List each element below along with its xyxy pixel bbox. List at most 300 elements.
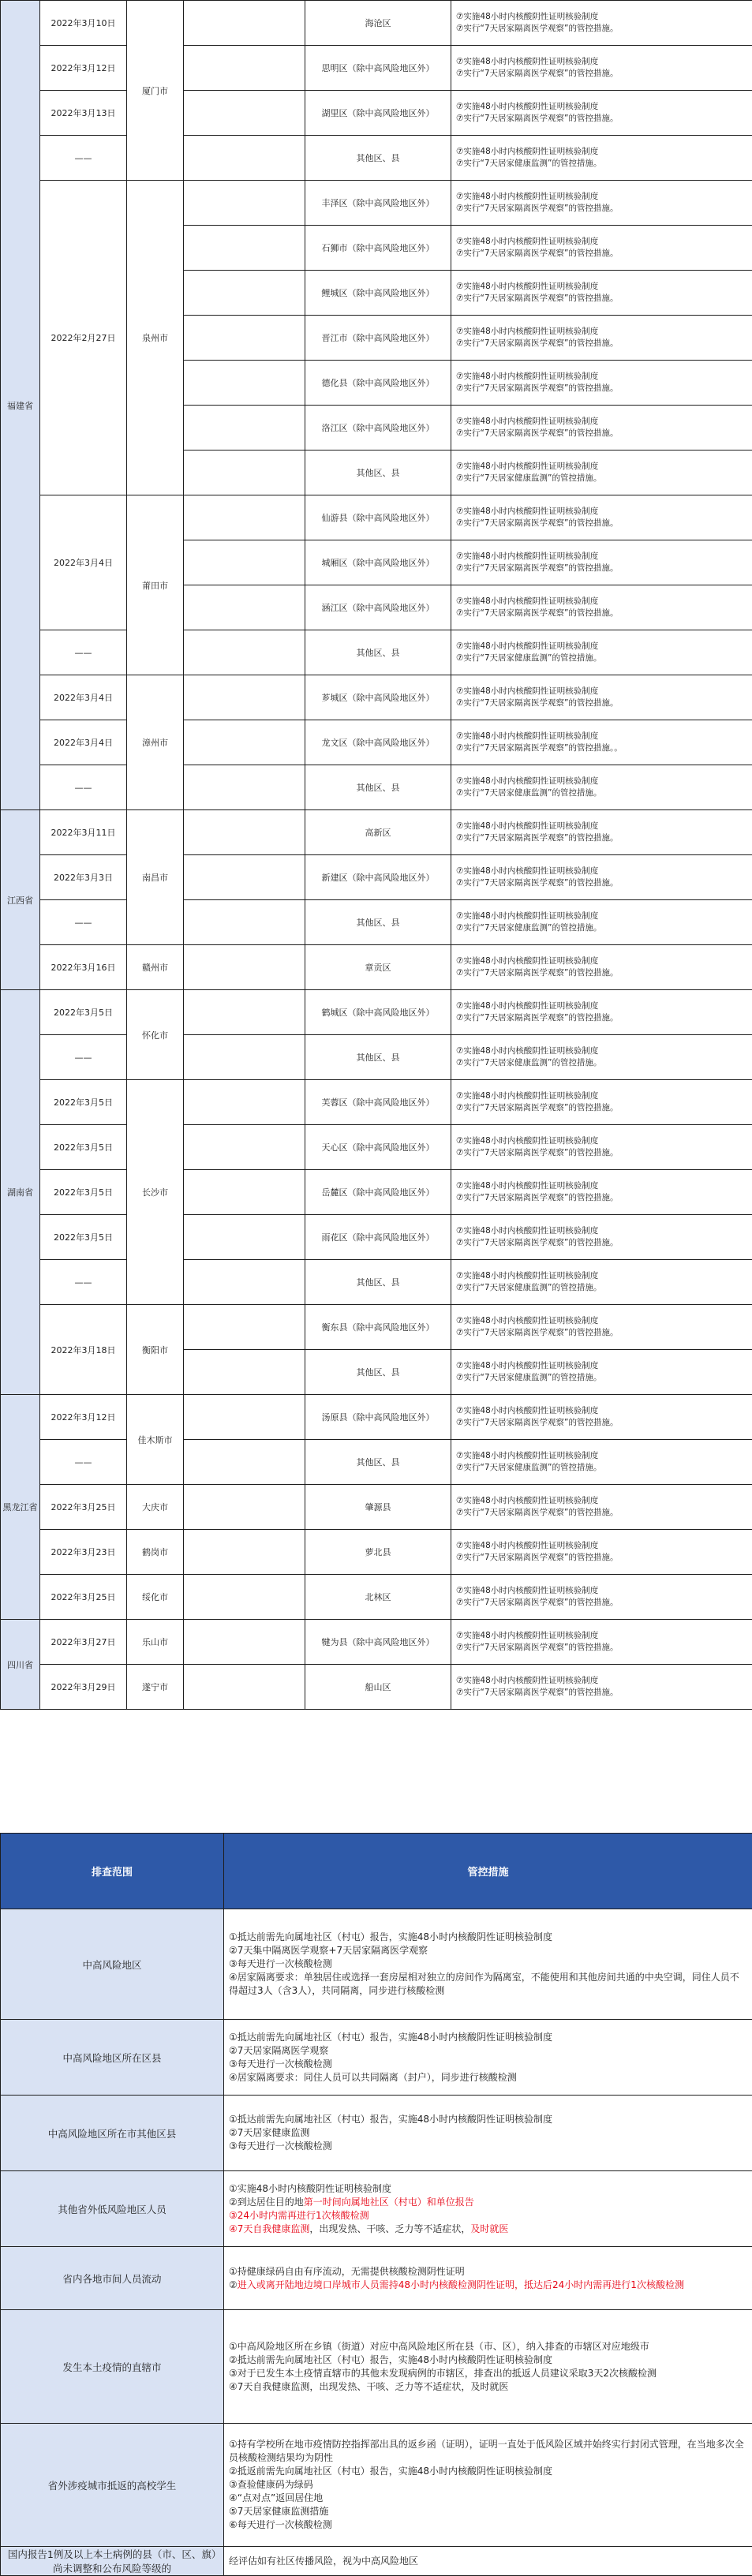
measure-line: ⑦实施48小时内核酸阴性证明核验制度	[456, 1180, 750, 1192]
spacer-cell	[184, 1, 305, 46]
area-cell: 龙文区（除中高风险地区外）	[305, 720, 451, 765]
screening-scope-table-wrapper	[0, 1833, 752, 2576]
measure-line: ⑦实施48小时内核酸阴性证明核验制度	[456, 596, 750, 608]
measure-text: ③对于已发生本土疫情直辖市的其他未发现病例的市辖区，排查出的抵返人员建议采取3天2次核酸检测	[229, 2368, 657, 2379]
measure-line: ⑦实施48小时内核酸阴性证明核验制度	[456, 1540, 750, 1552]
area-cell: 思明区（除中高风险地区外）	[305, 46, 451, 91]
measure-line: ⑦实行“7天居家隔离医学观察”的管控措施。	[456, 1147, 750, 1159]
measure-line: ⑦实施48小时内核酸阴性证明核验制度	[456, 1675, 750, 1687]
measure-line	[229, 2182, 746, 2196]
measure-line: ⑦实施48小时内核酸阴性证明核验制度	[456, 1090, 750, 1102]
measures-cell	[451, 1125, 752, 1170]
spacer-cell	[184, 1620, 305, 1665]
spacer-cell	[184, 1215, 305, 1260]
spacer-cell	[184, 1395, 305, 1440]
measures-cell	[451, 1215, 752, 1260]
measure-line	[229, 2031, 746, 2044]
table-row	[1, 1170, 752, 1215]
area-cell: 高新区	[305, 810, 451, 855]
date-cell: 2022年3月12日	[40, 46, 127, 91]
spacer-cell	[184, 810, 305, 855]
measures-cell	[451, 810, 752, 855]
highlight-text: ④7天自我健康监测	[229, 2223, 309, 2234]
measure-line: ⑦实施48小时内核酸阴性证明核验制度	[456, 866, 750, 877]
date-cell: 2022年3月13日	[40, 91, 127, 136]
spacer-cell	[184, 1260, 305, 1305]
measure-text: ，出现发热、干咳、乏力等不适症状，	[309, 2223, 470, 2234]
date-cell: 2022年3月11日	[40, 810, 127, 855]
spacer-cell	[184, 1035, 305, 1080]
date-cell: 2022年3月18日	[40, 1305, 127, 1395]
measure-line: ⑦实行“7天居家隔离医学观察”的管控措施。	[456, 68, 750, 80]
measure-text: ④居家隔离要求：单独居住或选择一套房屋相对独立的房间作为隔离室，不能使用和其他房间共通的中央空调，同住人员不得超过3人（含3人），共同隔离，同步进行核酸检测	[229, 1972, 739, 1996]
area-cell: 丰泽区（除中高风险地区外）	[305, 181, 451, 226]
measure-line	[229, 2505, 746, 2518]
measures-cell	[451, 46, 752, 91]
province-cell: 湖南省	[1, 990, 40, 1395]
measure-line: ⑦实行“7天居家健康监测”的管控措施。	[456, 922, 750, 934]
date-cell: 2022年3月23日	[40, 1530, 127, 1575]
measures-cell	[224, 2547, 752, 2576]
spacer-cell	[184, 630, 305, 675]
header-scope: 排查范围	[1, 1834, 224, 1909]
area-cell: 其他区、县	[305, 900, 451, 945]
table-row	[1, 1260, 752, 1305]
table-row	[1, 2020, 752, 2096]
measure-line: ⑦实施48小时内核酸阴性证明核验制度	[456, 551, 750, 563]
measure-line: ⑦实行“7天居家隔离医学观察”的管控措施。	[456, 832, 750, 844]
date-cell: 2022年3月25日	[40, 1485, 127, 1530]
highlight-text: 进入或离开陆地边境口岸城市人员需持48小时内核酸检测阴性证明，抵达后24小时内需再进行1次核酸检测	[238, 2279, 684, 2290]
spacer-cell	[184, 1350, 305, 1395]
table-row	[1, 1485, 752, 1530]
table-row	[1, 630, 752, 675]
area-cell: 湖里区（除中高风险地区外）	[305, 91, 451, 136]
table-row	[1, 1665, 752, 1710]
spacer-cell	[184, 1080, 305, 1125]
measure-line: ⑦实施48小时内核酸阴性证明核验制度	[456, 1000, 750, 1012]
measure-line: ⑦实行“7天居家隔离医学观察”的管控措施。	[456, 1552, 750, 1564]
area-cell: 芗城区（除中高风险地区外）	[305, 675, 451, 720]
table-row	[1, 1215, 752, 1260]
table-row	[1, 1035, 752, 1080]
measure-line: ⑦实施48小时内核酸阴性证明核验制度	[456, 1270, 750, 1282]
date-cell: 2022年3月5日	[40, 1125, 127, 1170]
table-row	[1, 136, 752, 181]
area-cell: 新建区（除中高风险地区外）	[305, 855, 451, 900]
table-row	[1, 1, 752, 46]
date-cell: 2022年2月27日	[40, 181, 127, 495]
measure-line: ⑦实行“7天居家隔离医学观察”的管控措施。	[456, 877, 750, 889]
measures-cell	[451, 855, 752, 900]
area-cell: 萝北县	[305, 1530, 451, 1575]
area-cell: 岳麓区（除中高风险地区外）	[305, 1170, 451, 1215]
area-cell: 北林区	[305, 1575, 451, 1620]
date-cell: 2022年3月4日	[40, 720, 127, 765]
date-cell: 2022年3月29日	[40, 1665, 127, 1710]
measure-line: ⑦实行“7天居家隔离医学观察”的管控措施。	[456, 113, 750, 125]
spacer-cell	[184, 1575, 305, 1620]
highlight-text: ③24小时内需再进行1次核酸检测	[229, 2210, 369, 2221]
measure-line	[229, 2465, 746, 2478]
measure-line: ⑦实行“7天居家隔离医学观察”的管控措施。	[456, 967, 750, 979]
measure-text: ②	[229, 2279, 238, 2290]
measures-cell	[451, 495, 752, 540]
measure-line: ⑦实施48小时内核酸阴性证明核验制度	[456, 1045, 750, 1057]
measure-line: ⑦实行“7天居家隔离医学观察”的管控措施。	[456, 1327, 750, 1339]
table-row	[1, 855, 752, 900]
measure-line: ⑦实施48小时内核酸阴性证明核验制度	[456, 776, 750, 787]
measure-line	[229, 1931, 746, 1944]
measure-line: ⑦实施48小时内核酸阴性证明核验制度	[456, 1315, 750, 1327]
measures-cell	[451, 1395, 752, 1440]
measure-line	[229, 2140, 746, 2153]
measures-cell	[451, 630, 752, 675]
area-cell: 洛江区（除中高风险地区外）	[305, 406, 451, 451]
measure-line: ⑦实行“7天居家隔离医学观察”的管控措施。	[456, 1192, 750, 1204]
measure-text: ②7天居家健康监测	[229, 2127, 309, 2138]
measures-cell	[451, 1350, 752, 1395]
measures-cell	[451, 316, 752, 361]
measure-line: ⑦实行“7天居家健康监测”的管控措施。	[456, 652, 750, 664]
screening-scope-table	[0, 1833, 752, 2576]
measure-line	[229, 1957, 746, 1971]
measures-cell	[451, 1575, 752, 1620]
measure-line: ⑦实施48小时内核酸阴性证明核验制度	[456, 1135, 750, 1147]
measures-cell	[451, 585, 752, 630]
date-cell: 2022年3月3日	[40, 855, 127, 900]
measure-line: ⑦实施48小时内核酸阴性证明核验制度	[456, 371, 750, 383]
scope-cell: 中高风险地区所在市其他区县	[1, 2096, 224, 2171]
measures-cell	[224, 2171, 752, 2247]
area-cell: 海沧区	[305, 1, 451, 46]
table-row	[1, 945, 752, 990]
measure-text: ①实施48小时内核酸阴性证明核验制度	[229, 2183, 391, 2194]
area-cell: 涵江区（除中高风险地区外）	[305, 585, 451, 630]
measure-line	[229, 2209, 746, 2223]
measures-cell	[451, 181, 752, 226]
measures-cell	[451, 1530, 752, 1575]
spacer-cell	[184, 316, 305, 361]
measure-text: ②7天居家隔离医学观察	[229, 2045, 328, 2056]
measure-line: ⑦实施48小时内核酸阴性证明核验制度	[456, 506, 750, 518]
area-cell: 城厢区（除中高风险地区外）	[305, 540, 451, 585]
table-row	[1, 1620, 752, 1665]
city-cell: 大庆市	[127, 1485, 184, 1530]
measure-line: ⑦实施48小时内核酸阴性证明核验制度	[456, 1360, 750, 1372]
measure-text: ①抵达前需先向属地社区（村屯）报告，实施48小时内核酸阴性证明核验制度	[229, 2032, 552, 2043]
measure-line: ⑦实施48小时内核酸阴性证明核验制度	[456, 56, 750, 68]
area-cell: 德化县（除中高风险地区外）	[305, 361, 451, 406]
measure-line: ⑦实行“7天居家隔离医学观察”的管控措施。	[456, 1507, 750, 1519]
scope-cell: 国内报告1例及以上本土病例的县（市、区、旗）尚未调整和公布风险等级的	[1, 2547, 224, 2576]
date-cell: 2022年3月5日	[40, 1170, 127, 1215]
measure-line: ⑦实施48小时内核酸阴性证明核验制度	[456, 101, 750, 113]
table-row	[1, 495, 752, 540]
date-cell: 2022年3月5日	[40, 990, 127, 1035]
table-row	[1, 2171, 752, 2247]
measure-line	[229, 2438, 746, 2465]
measure-line: ⑦实行“7天居家隔离医学观察”的管控措施。	[456, 203, 750, 215]
date-cell: ——	[40, 765, 127, 810]
measures-cell	[451, 990, 752, 1035]
table-row	[1, 1440, 752, 1485]
measure-text: ①持健康绿码自由有序流动，无需提供核酸检测阴性证明	[229, 2266, 465, 2277]
measures-cell	[451, 675, 752, 720]
measure-line: ⑦实行“7天居家隔离医学观察”的管控措施。	[456, 1687, 750, 1699]
measure-line: ⑦实行“7天居家健康监测”的管控措施。	[456, 1372, 750, 1384]
spacer-cell	[184, 495, 305, 540]
measure-line: ⑦实行“7天居家健康监测”的管控措施。	[456, 1282, 750, 1294]
area-cell: 其他区、县	[305, 630, 451, 675]
header-measures: 管控措施	[224, 1834, 752, 1909]
date-cell: ——	[40, 630, 127, 675]
date-cell: ——	[40, 136, 127, 181]
highlight-text: 第一时间向属地社区（村屯）和单位报告	[304, 2197, 474, 2208]
city-cell: 乐山市	[127, 1620, 184, 1665]
measure-line: ⑦实施48小时内核酸阴性证明核验制度	[456, 1450, 750, 1462]
table-row	[1, 2424, 752, 2547]
measure-line: ⑦实施48小时内核酸阴性证明核验制度	[456, 461, 750, 473]
table-header-row	[1, 1834, 752, 1909]
measure-line	[229, 2044, 746, 2058]
measures-cell	[451, 1035, 752, 1080]
measure-text: ③每天进行一次核酸检测	[229, 2058, 332, 2069]
date-cell: ——	[40, 1035, 127, 1080]
measure-line	[229, 2196, 746, 2209]
area-cell: 晋江市（除中高风险地区外）	[305, 316, 451, 361]
measure-text: ③每天进行一次核酸检测	[229, 2140, 332, 2152]
area-cell: 汤原县（除中高风险地区外）	[305, 1395, 451, 1440]
table-row	[1, 2310, 752, 2424]
date-cell: ——	[40, 1260, 127, 1305]
measure-text: ④7天自我健康监测，出现发热、干咳、乏力等不适症状，及时就医	[229, 2381, 508, 2392]
measure-line: ⑦实行“7天居家健康监测”的管控措施。	[456, 1462, 750, 1474]
measure-line: ⑦实行“7天居家隔离医学观察”的管控措施。	[456, 428, 750, 439]
spacer-cell	[184, 361, 305, 406]
area-cell: 其他区、县	[305, 136, 451, 181]
measure-text: ①抵达前需先向属地社区（村屯）报告，实施48小时内核酸阴性证明核验制度	[229, 2114, 552, 2125]
spacer-cell	[184, 900, 305, 945]
measure-line: ⑦实施48小时内核酸阴性证明核验制度	[456, 1585, 750, 1597]
scope-cell: 省内各地市间人员流动	[1, 2247, 224, 2310]
area-cell: 石狮市（除中高风险地区外）	[305, 226, 451, 271]
table-row	[1, 810, 752, 855]
table-row	[1, 1080, 752, 1125]
measures-cell	[451, 1260, 752, 1305]
table-row	[1, 900, 752, 945]
measures-cell	[451, 900, 752, 945]
measures-cell	[451, 406, 752, 451]
city-cell: 怀化市	[127, 990, 184, 1080]
measure-line: ⑦实行“7天居家隔离医学观察”的管控措施。	[456, 1012, 750, 1024]
spacer-cell	[184, 46, 305, 91]
spacer-cell	[184, 720, 305, 765]
measures-cell	[451, 1305, 752, 1350]
measure-line	[229, 2555, 746, 2568]
measures-cell	[224, 2096, 752, 2171]
area-cell: 鲤城区（除中高风险地区外）	[305, 271, 451, 316]
measure-text: ②到达居住目的地	[229, 2197, 304, 2208]
city-cell: 衡阳市	[127, 1305, 184, 1395]
measure-line	[229, 2265, 746, 2279]
area-cell: 衡东县（除中高风险地区外）	[305, 1305, 451, 1350]
measure-line	[229, 2340, 746, 2354]
city-cell: 绥化市	[127, 1575, 184, 1620]
table-row	[1, 990, 752, 1035]
area-cell: 其他区、县	[305, 765, 451, 810]
measure-line	[229, 2367, 746, 2380]
measures-cell	[451, 1440, 752, 1485]
measures-cell	[451, 1485, 752, 1530]
measure-line: ⑦实施48小时内核酸阴性证明核验制度	[456, 641, 750, 652]
measure-line: ⑦实行“7天居家隔离医学观察”的管控措施。	[456, 338, 750, 350]
measure-line	[229, 2223, 746, 2236]
measure-line: ⑦实施48小时内核酸阴性证明核验制度	[456, 326, 750, 338]
spacer-cell	[184, 945, 305, 990]
measure-line: ⑦实行“7天居家隔离医学观察”的管控措施。	[456, 1642, 750, 1654]
measure-text: ④居家隔离要求：同住人员可以共同隔离（封户），同步进行核酸检测	[229, 2072, 517, 2083]
measures-cell	[451, 451, 752, 495]
measure-line	[229, 2478, 746, 2492]
province-cell: 福建省	[1, 1, 40, 810]
measure-line: ⑦实行“7天居家健康监测”的管控措施。	[456, 158, 750, 170]
spacer-cell	[184, 181, 305, 226]
date-cell: 2022年3月5日	[40, 1215, 127, 1260]
province-cell: 四川省	[1, 1620, 40, 1710]
table-row	[1, 1575, 752, 1620]
table-row	[1, 46, 752, 91]
measure-line: ⑦实行“7天居家隔离医学观察”的管控措施。	[456, 1417, 750, 1429]
spacer-cell	[184, 585, 305, 630]
scope-cell: 中高风险地区所在区县	[1, 2020, 224, 2096]
city-cell: 泉州市	[127, 181, 184, 495]
measure-line: ⑦实行“7天居家隔离医学观察”的管控措施。	[456, 608, 750, 619]
measure-line: ⑦实施48小时内核酸阴性证明核验制度	[456, 146, 750, 158]
spacer-cell	[184, 1665, 305, 1710]
measure-text: ⑤7天居家健康监测措施	[229, 2506, 328, 2517]
spacer-cell	[184, 406, 305, 451]
table-row	[1, 181, 752, 226]
measure-line: ⑦实行“7天居家隔离医学观察”的管控措施。	[456, 1597, 750, 1609]
measure-line: ⑦实施48小时内核酸阴性证明核验制度	[456, 1630, 750, 1642]
measures-cell	[451, 91, 752, 136]
measure-line: ⑦实行“7天居家隔离医学观察”的管控措施。	[456, 563, 750, 574]
spacer-cell	[184, 1485, 305, 1530]
table-row	[1, 91, 752, 136]
measure-line: ⑦实施48小时内核酸阴性证明核验制度	[456, 910, 750, 922]
measure-line: ⑦实行“7天居家隔离医学观察”的管控措施。	[456, 1237, 750, 1249]
spacer-cell	[184, 136, 305, 181]
measure-line: ⑦实施48小时内核酸阴性证明核验制度	[456, 236, 750, 248]
spacer-cell	[184, 271, 305, 316]
measure-line: ⑦实行“7天居家隔离医学观察”的管控措施。	[456, 248, 750, 260]
measure-line	[229, 2058, 746, 2071]
measure-line: ⑦实施48小时内核酸阴性证明核验制度	[456, 955, 750, 967]
spacer-cell	[184, 1170, 305, 1215]
measure-line: ⑦实施48小时内核酸阴性证明核验制度	[456, 11, 750, 23]
measure-line: ⑦实施48小时内核酸阴性证明核验制度	[456, 281, 750, 293]
table-row	[1, 1909, 752, 2020]
city-cell: 漳州市	[127, 675, 184, 810]
spacer-cell	[184, 855, 305, 900]
measure-text: ②7天集中隔离医学观察+7天居家隔离医学观察	[229, 1945, 428, 1956]
measure-line: ⑦实行“7天居家隔离医学观察”的管控措施。	[456, 293, 750, 305]
measure-line	[229, 2279, 746, 2292]
spacer-cell	[184, 1530, 305, 1575]
measure-text: ①持有学校所在地市疫情防控指挥部出具的返乡函（证明），证明一直处于低风险区域并始终实行封闭式管理，在当地多次全员核酸检测结果均为阴性	[229, 2439, 744, 2463]
table-row	[1, 1395, 752, 1440]
measures-cell	[451, 765, 752, 810]
measure-text: ③查验健康码为绿码	[229, 2479, 313, 2490]
measure-text: ②抵达前需先向属地社区（村屯）报告，实施48小时内核酸阴性证明核验制度	[229, 2354, 552, 2365]
measure-line: ⑦实行“7天居家隔离医学观察”的管控措施。	[456, 518, 750, 529]
measure-line: ⑦实行“7天居家隔离医学观察”的管控措施。。	[456, 742, 750, 754]
area-cell: 雨花区（除中高风险地区外）	[305, 1215, 451, 1260]
measures-cell	[451, 1620, 752, 1665]
measures-cell	[224, 2020, 752, 2096]
table-row	[1, 720, 752, 765]
area-cell: 章贡区	[305, 945, 451, 990]
measure-text: ①抵达前需先向属地社区（村屯）报告，实施48小时内核酸阴性证明核验制度	[229, 1931, 552, 1942]
measure-line	[229, 2518, 746, 2532]
measure-line	[229, 2126, 746, 2140]
measure-text: ④“点对点”返回居住地	[229, 2492, 323, 2503]
table-row	[1, 1530, 752, 1575]
measures-cell	[451, 136, 752, 181]
spacer-cell	[184, 675, 305, 720]
table-row	[1, 2096, 752, 2171]
measures-cell	[451, 361, 752, 406]
scope-cell: 省外涉疫城市抵返的高校学生	[1, 2424, 224, 2547]
measure-line: ⑦实行“7天居家隔离医学观察”的管控措施。	[456, 697, 750, 709]
measures-cell	[224, 2424, 752, 2547]
city-cell: 佳木斯市	[127, 1395, 184, 1485]
measure-line: ⑦实施48小时内核酸阴性证明核验制度	[456, 1405, 750, 1417]
measure-line	[229, 2380, 746, 2394]
measures-cell	[224, 2310, 752, 2424]
measure-line: ⑦实行“7天居家健康监测”的管控措施。	[456, 787, 750, 799]
measure-text: ②抵返前需先向属地社区（村屯）报告，实施48小时内核酸阴性证明核验制度	[229, 2466, 552, 2477]
measures-cell	[451, 1170, 752, 1215]
area-cell: 天心区（除中高风险地区外）	[305, 1125, 451, 1170]
measures-cell	[451, 945, 752, 990]
date-cell: 2022年3月10日	[40, 1, 127, 46]
date-cell: 2022年3月16日	[40, 945, 127, 990]
city-cell: 鹤岗市	[127, 1530, 184, 1575]
area-cell: 其他区、县	[305, 1350, 451, 1395]
spacer-cell	[184, 226, 305, 271]
measure-line: ⑦实施48小时内核酸阴性证明核验制度	[456, 731, 750, 742]
area-cell: 其他区、县	[305, 1440, 451, 1485]
city-cell: 长沙市	[127, 1080, 184, 1305]
scope-cell: 中高风险地区	[1, 1909, 224, 2020]
measures-cell	[451, 720, 752, 765]
table-row	[1, 765, 752, 810]
measure-line	[229, 2113, 746, 2126]
measure-text: 经评估如有社区传播风险，视为中高风险地区	[229, 2555, 418, 2567]
measures-cell	[451, 226, 752, 271]
measures-cell	[224, 1909, 752, 2020]
city-cell: 厦门市	[127, 1, 184, 181]
measures-cell	[224, 2247, 752, 2310]
measure-line: ⑦实施48小时内核酸阴性证明核验制度	[456, 686, 750, 697]
date-cell: 2022年3月4日	[40, 675, 127, 720]
date-cell: 2022年3月5日	[40, 1080, 127, 1125]
area-cell: 其他区、县	[305, 1035, 451, 1080]
city-cell: 赣州市	[127, 945, 184, 990]
province-cell: 江西省	[1, 810, 40, 990]
